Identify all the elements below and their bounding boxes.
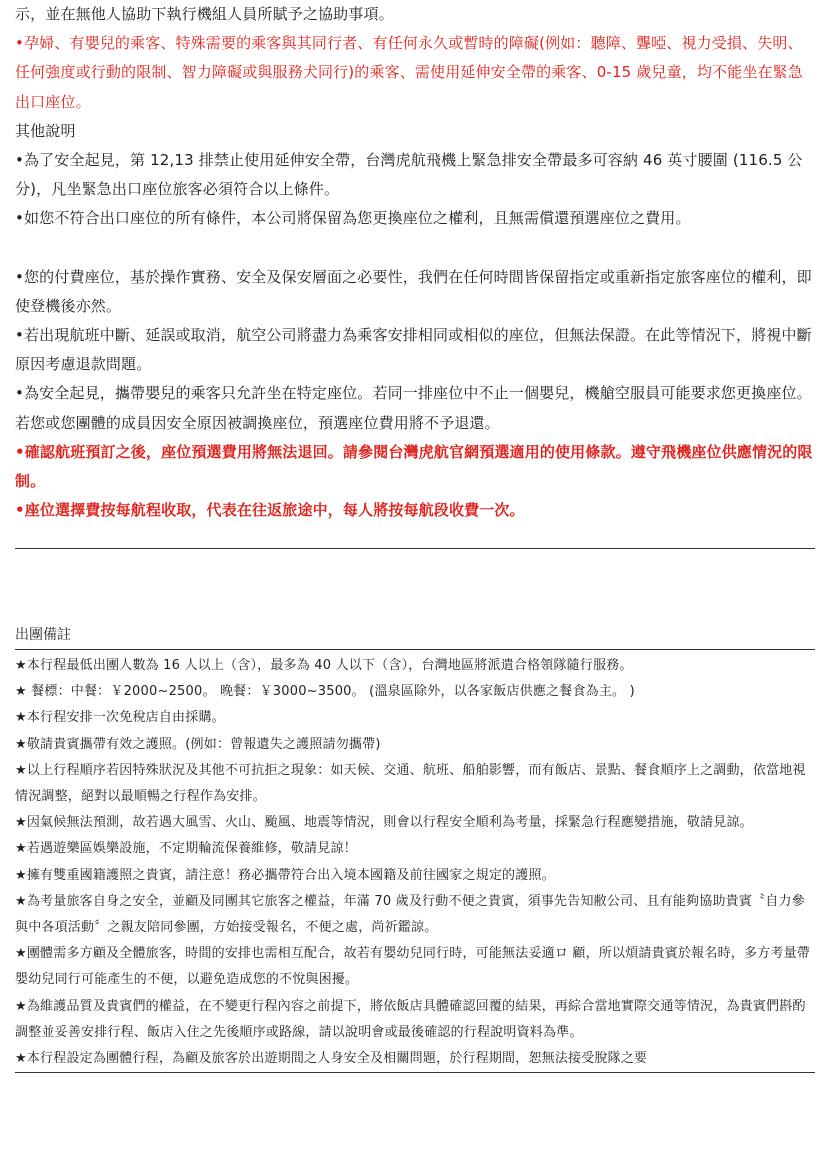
list-item: ★ 餐標：中餐：￥2000~2500。 晚餐：￥3000~3500。 (溫泉區除外，以各家飯店供應之餐食為主。 ) (15, 684, 635, 700)
seatbelt-rule: •為了安全起見，第 12,13 排禁止使用延伸安全帶，台灣虎航飛機上緊急排安全帶最多可容納 46 英寸腰圍 (116.5 公分)，凡坐緊急出口座位旅客必須符合以上條件。 (15, 151, 803, 199)
list-item: ★擁有雙重國籍護照之貴賓，請注意！務必攜帶符合出入境本國籍及前往國家之規定的護照。 (15, 867, 555, 883)
list-item: ★團體需多方顧及全體旅客，時間的安排也需相互配合，故若有嬰幼兒同行時，可能無法妥適ロ 顧，所以煩請貴賓於報名時，多方考量帶嬰幼兒同行可能產生的不便，以避免造成您的不悅與困擾。 (15, 946, 810, 988)
list-item: ★因氣候無法預測，故若遇大風雪、火山、颱風、地震等情況，則會以行程安全順利為考量，採緊急行程應變措施，敬請見諒。 (15, 815, 753, 831)
emergency-exit-restriction: •孕婦、有嬰兒的乘客、特殊需要的乘客與其同行者、有任何永久或暫時的障礙(例如：聽障、聾啞、視力受損、失明、任何強度或行動的限制、智力障礙或與服務犬同行)的乘客、需使用延伸安全帶的乘客、0-15 歲兒童，均不能坐在緊急出口座位。 (15, 34, 803, 111)
tour-notes-list (15, 653, 815, 1073)
rules-paragraph: 示，並在無他人協助下執行機組人員所賦予之協助事項。 (15, 5, 394, 23)
nonrefundable-notice: •確認航班預訂之後，座位預選費用將無法退回。請參閱台灣虎航官網預選適用的使用條款。遵守飛機座位供應情況的限制。 (15, 442, 813, 491)
list-item: ★本行程安排一次免稅店自由採購。 (15, 710, 225, 726)
list-item: ★以上行程順序若因特殊狀況及其他不可抗拒之現象：如天候、交通、航班、船舶影響，而有飯店、景點、餐食順序上之調動，依當地視情況調整，絕對以最順暢之行程作為安排。 (15, 762, 806, 805)
paid-seat-rule: •您的付費座位，基於操作實務、安全及保安層面之必要性，我們在任何時間皆保留指定或重新指定旅客座位的權利，即使登機後亦然。 (15, 267, 812, 315)
list-item: ★為維護品質及貴賓們的權益，在不變更行程內容之前提下，將依飯店具體確認回覆的結果，再綜合當地實際交通等情況，為貴賓們斟酌調整並妥善安排行程、飯店入住之先後順序或路線，請以說明會或最後確認的行程說明資料為準。 (15, 998, 806, 1040)
list-item: ★為考量旅客自身之安全，並顧及同團其它旅客之權益，年滿 70 歲及行動不便之貴賓，須事先告知敝公司、且有能夠協助貴賓〝自力參與中各項活動〞之親友陪同參團，方始接受報名，不便之處，尚祈鑑諒。 (15, 893, 805, 936)
tour-notes-heading: 出團備註 (15, 623, 815, 650)
list-item: ★本行程最低出團人數為 16 人以上（含），最多為 40 人以下（含），台灣地區將派遣合格領隊隨行服務。 (15, 658, 633, 673)
seat-fee-notice: •座位選擇費按每航程收取，代表在往返旅途中，每人將按每航段收費一次。 (15, 501, 525, 520)
tour-notes-section (15, 623, 815, 1073)
seat-rules-section (15, 0, 815, 549)
list-item: ★敬請貴賓攜帶有效之護照。(例如：曾報遺失之護照請勿攜帶) (15, 736, 381, 752)
list-item: ★本行程設定為團體行程，為顧及旅客於出遊期間之人身安全及相關問題，於行程期間，恕無法接受脫隊之要 (15, 1051, 648, 1067)
other-notes-heading: 其他說明 (15, 121, 76, 140)
infant-seat-rule: •為安全起見，攜帶嬰兒的乘客只允許坐在特定座位。若同一排座位中不止一個嬰兒，機艙空服員可能要求您更換座位。若您或您團體的成員因安全原因被調換座位，預選座位費用將不予退還。 (15, 384, 812, 432)
seat-change-rule: •如您不符合出口座位的所有條件，本公司將保留為您更換座位之權利，且無需償還預選座位之費用。 (15, 209, 691, 228)
flight-disruption-rule: •若出現航班中斷、延誤或取消，航空公司將盡力為乘客安排相同或相似的座位，但無法保證。在此等情況下，將視中斷原因考慮退款問題。 (15, 326, 812, 374)
list-item: ★若遇遊樂區娛樂設施，不定期輪流保養維修，敬請見諒！ (15, 841, 357, 857)
